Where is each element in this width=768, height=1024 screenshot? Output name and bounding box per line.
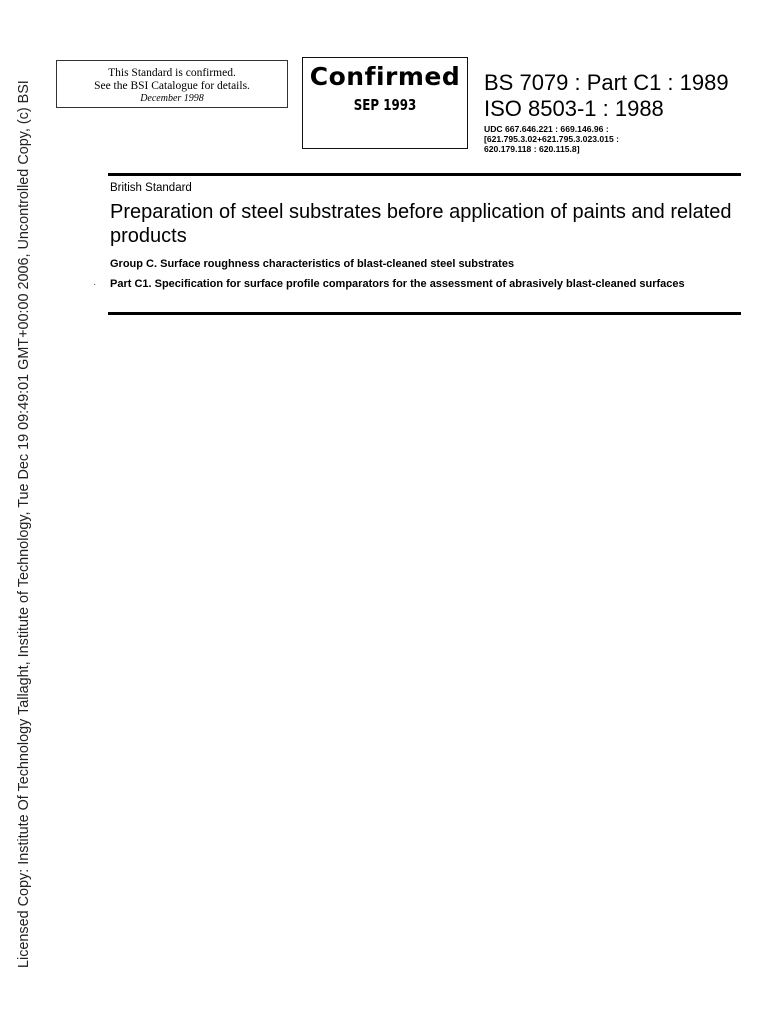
top-divider bbox=[108, 173, 741, 176]
udc-line3: 620.179.118 : 620.115.8] bbox=[484, 144, 580, 154]
confirmed-stamp bbox=[302, 57, 468, 149]
standard-numbers bbox=[484, 70, 754, 122]
stamp-title: Confirmed bbox=[309, 62, 461, 91]
udc-line1: UDC 667.646.221 : 669.146.96 : bbox=[484, 124, 609, 134]
document-label: British Standard bbox=[110, 182, 192, 194]
udc-classification bbox=[484, 124, 754, 154]
confirmation-note-line2: See the BSI Catalogue for details. bbox=[94, 80, 250, 92]
license-watermark bbox=[0, 0, 32, 1024]
document-title: Preparation of steel substrates before application of paints and related products bbox=[110, 201, 732, 247]
confirmation-note-box bbox=[56, 60, 288, 108]
confirmation-note-line1: This Standard is confirmed. bbox=[108, 67, 236, 79]
part-subtitle: Part C1. Specification for surface profile comparators for the assessment of abrasively blast-cleaned surfaces bbox=[110, 278, 685, 290]
bullet-mark: · bbox=[93, 279, 97, 290]
bs-number: BS 7079 : Part C1 : 1989 bbox=[484, 70, 729, 95]
license-watermark-text: Licensed Copy: Institute Of Technology Tallaght, Institute of Technology, Tue Dec 19 09:49:01 GMT+00:00 2006, Uncontrolled Copy, (c) BSI bbox=[16, 80, 32, 968]
udc-line2: [621.795.3.02+621.795.3.023.015 : bbox=[484, 134, 619, 144]
bottom-divider bbox=[108, 312, 741, 315]
group-subtitle: Group C. Surface roughness characteristics of blast-cleaned steel substrates bbox=[110, 258, 515, 270]
stamp-date: SEP 1993 bbox=[353, 96, 417, 114]
iso-number: ISO 8503-1 : 1988 bbox=[484, 96, 664, 121]
confirmation-note-date: December 1998 bbox=[140, 93, 204, 104]
